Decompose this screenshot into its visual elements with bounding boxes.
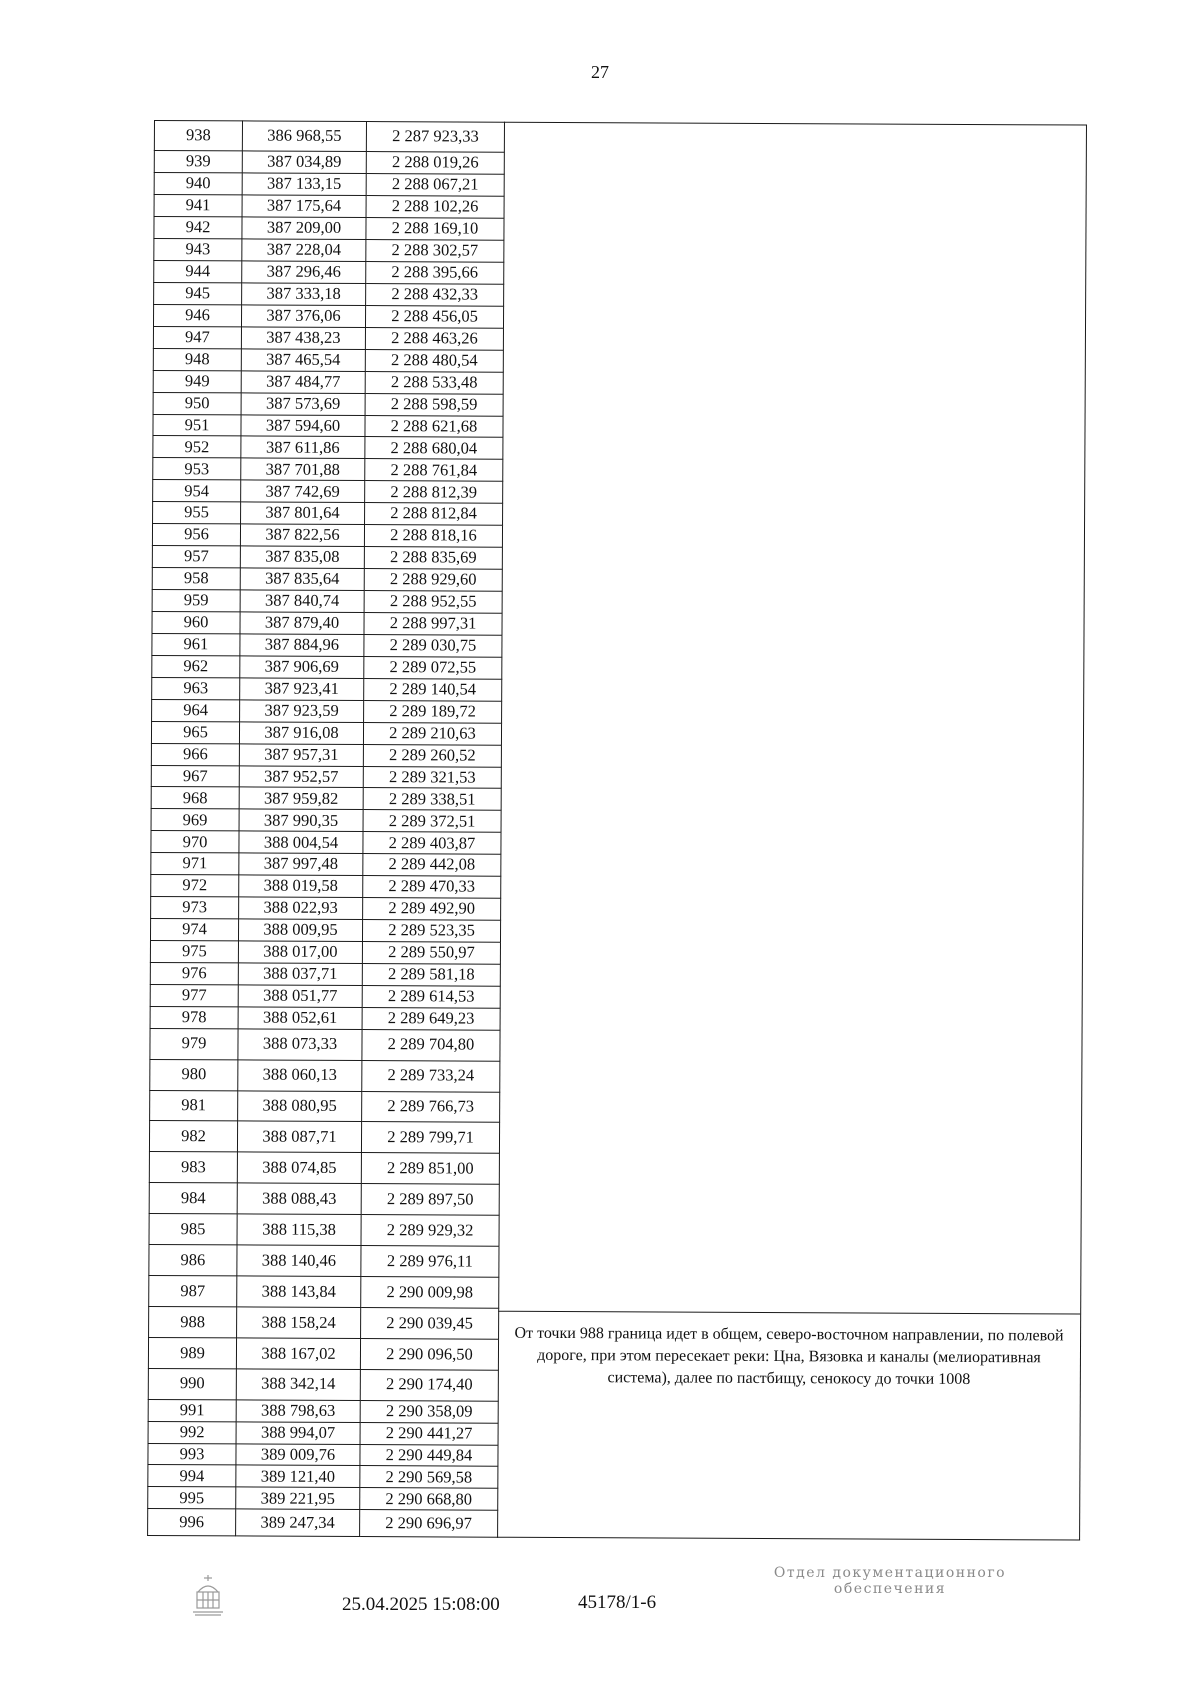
x-coordinate-cell: 387 822,56 [240, 524, 364, 547]
point-number-cell: 970 [151, 831, 239, 853]
table-row [154, 260, 504, 284]
table-row [148, 1487, 498, 1511]
x-coordinate-cell: 388 037,71 [238, 963, 362, 986]
point-number-cell: 944 [154, 260, 242, 282]
x-coordinate-cell: 389 121,40 [236, 1465, 360, 1488]
table-row [151, 875, 501, 899]
point-number-cell: 972 [151, 875, 239, 897]
x-coordinate-cell: 388 088,43 [237, 1183, 361, 1215]
point-number-cell: 964 [152, 699, 240, 721]
x-coordinate-cell: 388 073,33 [238, 1029, 362, 1061]
table-row [153, 326, 503, 350]
table-row [151, 831, 501, 855]
point-number-cell: 956 [152, 524, 240, 546]
y-coordinate-cell: 2 289 550,97 [362, 942, 500, 965]
table-row [152, 655, 502, 679]
x-coordinate-cell: 388 017,00 [238, 941, 362, 964]
point-number-cell: 966 [151, 743, 239, 765]
boundary-description: От точки 988 граница идет в общем, северо-восточном направлении, по полевой дороге, при этом пересекает реки: Цна, Вязовка и каналы (мелиоративная система), далее по пастбищу, сенокосу до точки 1008 [514, 1324, 1064, 1389]
point-number-cell: 942 [154, 217, 242, 239]
y-coordinate-cell: 2 289 976,11 [361, 1246, 499, 1278]
y-coordinate-cell: 2 288 067,21 [366, 174, 504, 197]
x-coordinate-cell: 387 906,69 [240, 656, 364, 679]
y-coordinate-cell: 2 288 761,84 [365, 459, 503, 482]
x-coordinate-cell: 388 009,95 [238, 919, 362, 942]
x-coordinate-cell: 387 840,74 [240, 590, 364, 613]
table-row [149, 1276, 499, 1309]
x-coordinate-cell: 387 997,48 [239, 853, 363, 876]
y-coordinate-cell: 2 288 680,04 [365, 437, 503, 460]
point-number-cell: 980 [150, 1059, 238, 1090]
x-coordinate-cell: 387 916,08 [239, 722, 363, 745]
table-row [151, 743, 501, 767]
y-coordinate-cell: 2 288 302,57 [366, 240, 504, 263]
y-coordinate-cell: 2 288 812,39 [365, 481, 503, 504]
y-coordinate-cell: 2 289 140,54 [364, 678, 502, 701]
point-number-cell: 995 [148, 1487, 236, 1509]
x-coordinate-cell: 388 140,46 [237, 1245, 361, 1277]
x-coordinate-cell: 388 074,85 [237, 1152, 361, 1184]
table-row [151, 787, 501, 811]
y-coordinate-cell: 2 289 403,87 [363, 832, 501, 855]
department-stamp-line-2: обеспечения [833, 1581, 947, 1597]
x-coordinate-cell: 388 052,61 [238, 1007, 362, 1030]
table-row [151, 897, 501, 921]
x-coordinate-cell: 387 835,64 [240, 568, 364, 591]
description-divider [498, 1311, 1080, 1315]
point-number-cell: 985 [149, 1214, 237, 1245]
table-row [151, 765, 501, 789]
table-row [154, 217, 504, 241]
x-coordinate-cell: 387 465,54 [241, 349, 365, 372]
point-number-cell: 948 [153, 348, 241, 370]
table-row [154, 151, 504, 175]
table-row [150, 919, 500, 943]
table-row [152, 677, 502, 701]
table-row [148, 1443, 498, 1467]
boundary-points-frame [147, 120, 1088, 1541]
x-coordinate-cell: 388 994,07 [236, 1421, 360, 1444]
y-coordinate-cell: 2 289 030,75 [364, 634, 502, 657]
x-coordinate-cell: 388 087,71 [237, 1121, 361, 1153]
table-row [149, 1183, 499, 1216]
table-row [153, 480, 503, 504]
x-coordinate-cell: 387 923,41 [240, 678, 364, 701]
point-number-cell: 949 [153, 370, 241, 392]
x-coordinate-cell: 388 342,14 [236, 1369, 360, 1401]
x-coordinate-cell: 389 247,34 [236, 1509, 360, 1536]
table-row [149, 1245, 499, 1278]
y-coordinate-cell: 2 288 480,54 [365, 349, 503, 372]
table-row [154, 195, 504, 219]
table-row [149, 1121, 499, 1154]
x-coordinate-cell: 387 484,77 [241, 371, 365, 394]
y-coordinate-cell: 2 289 733,24 [362, 1060, 500, 1092]
y-coordinate-cell: 2 288 929,60 [364, 569, 502, 592]
x-coordinate-cell: 387 296,46 [242, 261, 366, 284]
y-coordinate-cell: 2 289 470,33 [363, 876, 501, 899]
y-coordinate-cell: 2 288 997,31 [364, 612, 502, 635]
point-number-cell: 957 [152, 546, 240, 568]
x-coordinate-cell: 387 611,86 [241, 436, 365, 459]
table-row [151, 721, 501, 745]
y-coordinate-cell: 2 289 649,23 [362, 1007, 500, 1030]
y-coordinate-cell: 2 289 492,90 [363, 898, 501, 921]
point-number-cell: 987 [149, 1276, 237, 1307]
y-coordinate-cell: 2 290 569,58 [360, 1466, 498, 1489]
table-row [154, 173, 504, 197]
point-number-cell: 950 [153, 392, 241, 414]
table-row [152, 699, 502, 723]
point-number-cell: 993 [148, 1443, 236, 1465]
table-row [153, 502, 503, 526]
x-coordinate-cell: 387 034,89 [242, 151, 366, 174]
y-coordinate-cell: 2 288 463,26 [365, 327, 503, 350]
y-coordinate-cell: 2 289 766,73 [362, 1091, 500, 1123]
point-number-cell: 991 [148, 1399, 236, 1421]
point-number-cell: 986 [149, 1245, 237, 1276]
point-number-cell: 984 [149, 1183, 237, 1214]
table-row [150, 1090, 500, 1123]
point-number-cell: 979 [150, 1028, 238, 1059]
page-number: 27 [591, 62, 609, 82]
y-coordinate-cell: 2 290 449,84 [360, 1444, 498, 1467]
table-row [148, 1337, 498, 1370]
table-row [148, 1509, 498, 1537]
point-number-cell: 962 [152, 655, 240, 677]
point-number-cell: 969 [151, 809, 239, 831]
y-coordinate-cell: 2 289 372,51 [363, 810, 501, 833]
y-coordinate-cell: 2 288 812,84 [365, 503, 503, 526]
x-coordinate-cell: 388 115,38 [237, 1214, 361, 1246]
y-coordinate-cell: 2 290 668,80 [360, 1488, 498, 1511]
y-coordinate-cell: 2 288 395,66 [366, 261, 504, 284]
table-row [150, 1059, 500, 1092]
table-row [148, 1465, 498, 1489]
x-coordinate-cell: 388 022,93 [239, 897, 363, 920]
coordinates-table [147, 120, 505, 1538]
x-coordinate-cell: 388 143,84 [237, 1276, 361, 1308]
y-coordinate-cell: 2 288 456,05 [365, 305, 503, 328]
x-coordinate-cell: 387 594,60 [241, 414, 365, 437]
y-coordinate-cell: 2 289 338,51 [363, 788, 501, 811]
x-coordinate-cell: 387 228,04 [242, 239, 366, 262]
point-number-cell: 960 [152, 611, 240, 633]
point-number-cell: 978 [150, 1006, 238, 1028]
y-coordinate-cell: 2 289 897,50 [361, 1184, 499, 1216]
table-row [150, 1028, 500, 1061]
x-coordinate-cell: 386 968,55 [242, 121, 366, 152]
x-coordinate-cell: 388 004,54 [239, 831, 363, 854]
point-number-cell: 954 [153, 480, 241, 502]
table-row [153, 392, 503, 416]
y-coordinate-cell: 2 289 851,00 [361, 1153, 499, 1185]
table-row [154, 239, 504, 263]
y-coordinate-cell: 2 290 096,50 [360, 1338, 498, 1370]
table-row [148, 1421, 498, 1445]
x-coordinate-cell: 387 884,96 [240, 634, 364, 657]
x-coordinate-cell: 388 060,13 [238, 1060, 362, 1092]
table-row [149, 1214, 499, 1247]
x-coordinate-cell: 387 175,64 [242, 195, 366, 218]
point-number-cell: 975 [150, 941, 238, 963]
x-coordinate-cell: 388 798,63 [236, 1400, 360, 1423]
x-coordinate-cell: 387 742,69 [241, 480, 365, 503]
table-row [153, 370, 503, 394]
point-number-cell: 965 [151, 721, 239, 743]
point-number-cell: 977 [150, 984, 238, 1006]
point-number-cell: 951 [153, 414, 241, 436]
point-number-cell: 974 [150, 919, 238, 941]
y-coordinate-cell: 2 288 019,26 [366, 152, 504, 175]
x-coordinate-cell: 387 835,08 [240, 546, 364, 569]
point-number-cell: 976 [150, 962, 238, 984]
y-coordinate-cell: 2 289 799,71 [361, 1122, 499, 1154]
point-number-cell: 982 [149, 1121, 237, 1152]
table-row [151, 853, 501, 877]
y-coordinate-cell: 2 290 009,98 [361, 1277, 499, 1309]
point-number-cell: 992 [148, 1421, 236, 1443]
x-coordinate-cell: 388 167,02 [236, 1338, 360, 1370]
x-coordinate-cell: 387 438,23 [241, 327, 365, 350]
point-number-cell: 989 [148, 1337, 236, 1368]
y-coordinate-cell: 2 288 835,69 [364, 547, 502, 570]
table-row [152, 611, 502, 635]
table-row [154, 121, 504, 153]
point-number-cell: 967 [151, 765, 239, 787]
x-coordinate-cell: 388 158,24 [237, 1307, 361, 1339]
y-coordinate-cell: 2 289 260,52 [363, 744, 501, 767]
table-row [152, 590, 502, 614]
table-row [153, 304, 503, 328]
y-coordinate-cell: 2 289 929,32 [361, 1215, 499, 1247]
point-number-cell: 968 [151, 787, 239, 809]
x-coordinate-cell: 387 957,31 [239, 744, 363, 767]
emblem-seal-icon [188, 1572, 228, 1618]
x-coordinate-cell: 387 333,18 [242, 283, 366, 306]
document-code: 45178/1-6 [578, 1592, 657, 1613]
y-coordinate-cell: 2 289 523,35 [362, 920, 500, 943]
table-row [153, 436, 503, 460]
x-coordinate-cell: 388 051,77 [238, 985, 362, 1008]
x-coordinate-cell: 389 221,95 [236, 1487, 360, 1510]
x-coordinate-cell: 388 080,95 [238, 1090, 362, 1122]
table-row [150, 984, 500, 1008]
y-coordinate-cell: 2 290 174,40 [360, 1369, 498, 1401]
y-coordinate-cell: 2 290 358,09 [360, 1400, 498, 1423]
table-row [153, 458, 503, 482]
y-coordinate-cell: 2 290 696,97 [360, 1510, 498, 1537]
table-row [150, 1006, 500, 1030]
x-coordinate-cell: 389 009,76 [236, 1443, 360, 1466]
y-coordinate-cell: 2 288 533,48 [365, 371, 503, 394]
table-row [152, 568, 502, 592]
point-number-cell: 955 [153, 502, 241, 524]
table-row [153, 414, 503, 438]
x-coordinate-cell: 387 573,69 [241, 393, 365, 416]
y-coordinate-cell: 2 290 441,27 [360, 1422, 498, 1445]
point-number-cell: 961 [152, 633, 240, 655]
x-coordinate-cell: 387 801,64 [241, 502, 365, 525]
y-coordinate-cell: 2 288 952,55 [364, 591, 502, 614]
y-coordinate-cell: 2 290 039,45 [361, 1307, 499, 1339]
table-row [151, 809, 501, 833]
point-number-cell: 943 [154, 239, 242, 261]
point-number-cell: 973 [151, 897, 239, 919]
table-row [152, 546, 502, 570]
point-number-cell: 945 [154, 282, 242, 304]
point-number-cell: 939 [154, 151, 242, 173]
x-coordinate-cell: 387 209,00 [242, 217, 366, 240]
description-column [497, 122, 1087, 1541]
x-coordinate-cell: 387 952,57 [239, 765, 363, 788]
point-number-cell: 938 [154, 121, 242, 152]
department-stamp-line-1: Отдел документационного [773, 1565, 1007, 1581]
y-coordinate-cell: 2 288 621,68 [365, 415, 503, 438]
point-number-cell: 953 [153, 458, 241, 480]
x-coordinate-cell: 387 879,40 [240, 612, 364, 635]
x-coordinate-cell: 387 701,88 [241, 458, 365, 481]
y-coordinate-cell: 2 289 614,53 [362, 985, 500, 1008]
point-number-cell: 988 [149, 1306, 237, 1337]
y-coordinate-cell: 2 289 189,72 [364, 700, 502, 723]
point-number-cell: 959 [152, 590, 240, 612]
y-coordinate-cell: 2 288 818,16 [364, 525, 502, 548]
y-coordinate-cell: 2 289 072,55 [364, 656, 502, 679]
point-number-cell: 996 [148, 1509, 236, 1536]
y-coordinate-cell: 2 289 704,80 [362, 1029, 500, 1061]
point-number-cell: 963 [152, 677, 240, 699]
point-number-cell: 946 [153, 304, 241, 326]
table-row [152, 633, 502, 657]
table-row [148, 1399, 498, 1423]
point-number-cell: 990 [148, 1368, 236, 1399]
table-row [149, 1306, 499, 1339]
table-row [150, 941, 500, 965]
point-number-cell: 981 [150, 1090, 238, 1121]
table-row [154, 282, 504, 306]
coordinates-table-body [148, 121, 505, 1538]
y-coordinate-cell: 2 288 598,59 [365, 393, 503, 416]
y-coordinate-cell: 2 289 581,18 [362, 963, 500, 986]
x-coordinate-cell: 387 923,59 [240, 700, 364, 723]
point-number-cell: 994 [148, 1465, 236, 1487]
point-number-cell: 971 [151, 853, 239, 875]
department-stamp [740, 1565, 1040, 1597]
point-number-cell: 958 [152, 568, 240, 590]
y-coordinate-cell: 2 289 210,63 [363, 722, 501, 745]
point-number-cell: 952 [153, 436, 241, 458]
print-timestamp: 25.04.2025 15:08:00 [342, 1594, 500, 1615]
y-coordinate-cell: 2 288 432,33 [366, 283, 504, 306]
point-number-cell: 941 [154, 195, 242, 217]
table-row [149, 1152, 499, 1185]
x-coordinate-cell: 387 376,06 [241, 305, 365, 328]
y-coordinate-cell: 2 288 169,10 [366, 218, 504, 241]
table-row [150, 962, 500, 986]
point-number-cell: 947 [153, 326, 241, 348]
x-coordinate-cell: 387 959,82 [239, 787, 363, 810]
table-row [152, 524, 502, 548]
point-number-cell: 983 [149, 1152, 237, 1183]
table-row [153, 348, 503, 372]
x-coordinate-cell: 387 133,15 [242, 173, 366, 196]
y-coordinate-cell: 2 287 923,33 [366, 122, 504, 153]
table-row [148, 1368, 498, 1401]
y-coordinate-cell: 2 289 442,08 [363, 854, 501, 877]
point-number-cell: 940 [154, 173, 242, 195]
x-coordinate-cell: 387 990,35 [239, 809, 363, 832]
y-coordinate-cell: 2 288 102,26 [366, 196, 504, 219]
x-coordinate-cell: 388 019,58 [239, 875, 363, 898]
y-coordinate-cell: 2 289 321,53 [363, 766, 501, 789]
